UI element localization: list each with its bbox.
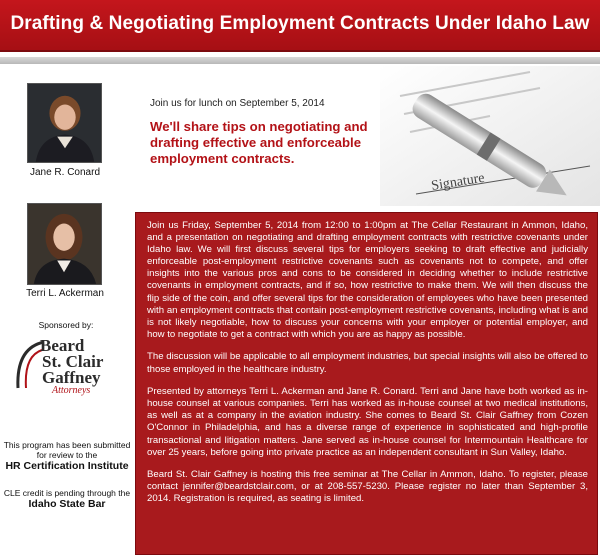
sponsor-logo — [12, 336, 122, 398]
hr-credit-org: HR Certification Institute — [5, 460, 129, 472]
portrait-icon — [28, 84, 101, 162]
headline: We'll share tips on negotiating and drafting effective and enforceable employment contracts. — [150, 119, 368, 166]
body-paragraph: Join us Friday, September 5, 2014 from 12:00 to 1:00pm at The Cellar Restaurant in Ammon, Idaho, and a presentation on negotiating and drafting employment contracts with restrictive covenants under Idaho law. We will first discuss several tips for employers seeking to draft effective and judicially enforceable post-employment restrictive covenants such as covenants not to compete, and offer insights into the various pros and cons to be considered in deciding whether to include restrictive covenants in employment contracts, and if so, how restrictive to make them. We will then discuss the flip side of the coin, and offer several tips for the consideration of employees who have been presented with an employment contracts that contain post-employment restrictive covenants, including what is and is not likely negotiable, how to discuss your concerns with your employer or potential employer, and how to negotiate to get a contract with which you are as happy as possible. — [147, 220, 588, 340]
cle-credit-note — [0, 488, 134, 509]
divider — [0, 57, 600, 64]
body-paragraph: The discussion will be applicable to all employment industries, but special insights will also be offered to those employed in the healthcare industry. — [147, 351, 588, 375]
page-title: Drafting & Negotiating Employment Contracts Under Idaho Law — [10, 13, 590, 34]
details-box — [135, 212, 598, 555]
presenter-photo-terri — [27, 203, 102, 285]
sponsored-by-label: Sponsored by: — [38, 320, 94, 330]
body-paragraph: Beard St. Clair Gaffney is hosting this free seminar at The Cellar in Ammon, Idaho. To register, please contact jennifer@beardstclair.com, or at 208-557-5230. Please register no later than September 3, 2014. Registration is required, as seating is limited. — [147, 469, 588, 505]
presenter-name: Terri L. Ackerman — [26, 288, 104, 299]
event-date-line: Join us for lunch on September 5, 2014 — [150, 98, 325, 109]
logo-text: St. Clair — [42, 352, 104, 371]
cle-credit-text: CLE credit is pending through the — [3, 488, 131, 498]
presenter-name: Jane R. Conard — [29, 167, 101, 178]
hr-credit-note — [0, 440, 134, 471]
hr-credit-text: This program has been submitted for review to the — [3, 440, 131, 460]
logo-text: Beard — [40, 336, 85, 355]
body-paragraph: Presented by attorneys Terri L. Ackerman and Jane R. Conard. Terri and Jane have both worked as in-house counsel at various companies. Terri has worked as in-house counsel at two medical institutions, as well as at a company in the aviation industry. She comes to Beard St. Clair Gaffney from Cozen O'Connor in Philadelphia, and has a diverse range of experience in sophisticated and high-profile transactional and litigation matters. Jane served as in-house counsel for Intermountain Healthcare for over 25 years, before going into private practice as an independent consultant in Sun Valley, Idaho. — [147, 386, 588, 458]
logo-text: Gaffney — [42, 368, 101, 387]
logo-text: Attorneys — [52, 385, 91, 396]
portrait-icon — [28, 204, 101, 284]
title-banner — [0, 0, 600, 52]
signature-caption: Signature — [430, 170, 486, 194]
signature-pen-image — [380, 66, 600, 206]
presenter-photo-jane — [27, 83, 102, 163]
cle-credit-org: Idaho State Bar — [28, 498, 106, 510]
